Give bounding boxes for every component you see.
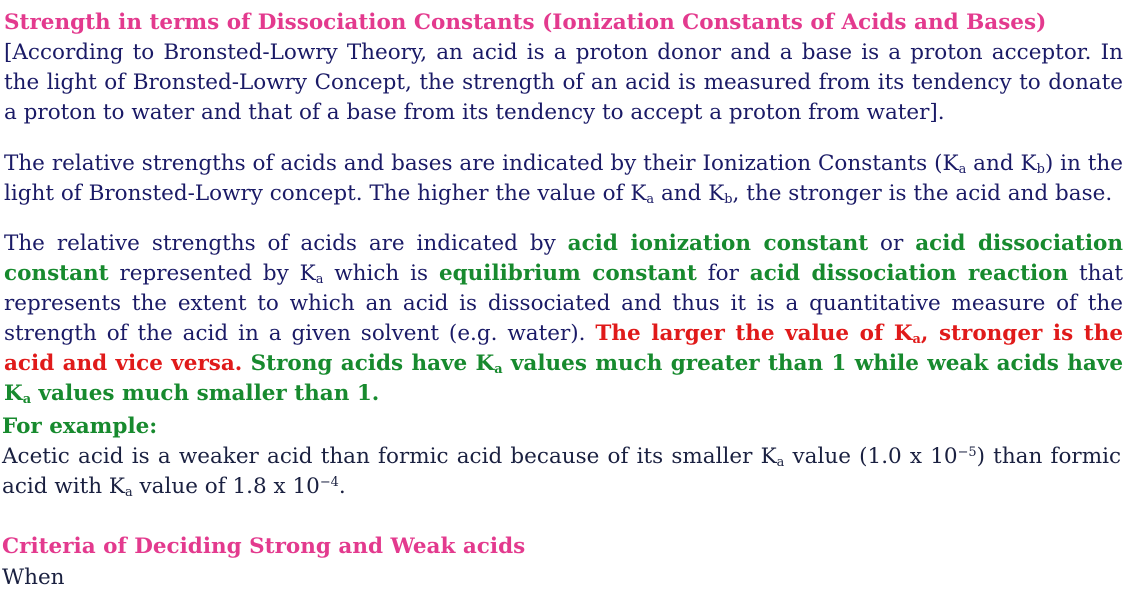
text-span: The relative strengths of acids and bases are indicated by their Ionization Constants (K (4, 151, 959, 176)
subscript: a (776, 455, 785, 471)
text-span: that represents the extent to which an acid is dissociated and thus it is a quantitative measure of the strength of the acid in a given solvent (e.g. water). (4, 261, 1123, 346)
text-span: value of 1.8 x 10 (132, 474, 320, 499)
text-span: value (1.0 x 10 (784, 444, 958, 469)
text-span: or (868, 231, 916, 256)
example-paragraph (2, 442, 1121, 502)
text-span: , the stronger is the acid and base. (732, 181, 1113, 206)
subscript: a (494, 362, 503, 378)
subscript: b (724, 192, 733, 208)
text-span: for (696, 261, 750, 286)
subscript: a (646, 192, 655, 208)
subscript: a (22, 392, 32, 408)
text-span: Acetic acid is a weaker acid than formic acid because of its smaller K (2, 444, 777, 469)
when-text: When (2, 565, 65, 590)
text-span: represented by K (108, 261, 316, 286)
text-span: and K (966, 151, 1037, 176)
acid-strength-paragraph (4, 229, 1123, 409)
text-span: The relative strengths of acids are indicated by (4, 231, 568, 256)
intro-paragraph: [According to Bronsted-Lowry Theory, an acid is a proton donor and a base is a proton acceptor. In the light of Bronsted-Lowry Concept, the strength of an acid is measured from its tendency to donate a proton to water and that of a base from its tendency to accept a proton from water]. (4, 40, 1123, 125)
text-span: Strong acids have K (242, 351, 495, 376)
subscript: a (958, 162, 967, 178)
highlight-term: acid dissociation reaction (749, 261, 1069, 286)
criteria-heading: Criteria of Deciding Strong and Weak acids (2, 534, 526, 559)
text-span: and K (654, 181, 725, 206)
highlight-term: acid ionization constant (567, 231, 869, 256)
text-span: ) than formic acid with K (2, 444, 1122, 499)
example-heading: For example: (2, 414, 158, 439)
superscript: −4 (319, 474, 339, 490)
subscript: a (125, 485, 133, 501)
text-span: values much smaller than 1. (31, 381, 380, 406)
subscript: a (912, 332, 921, 348)
text-span: ) in the light of Bronsted-Lowry concept. The higher the value of K (4, 151, 1123, 206)
superscript: −5 (957, 444, 977, 460)
subscript: b (1036, 162, 1045, 178)
ionization-constants-paragraph (4, 149, 1123, 209)
highlight-term: equilibrium constant (438, 261, 697, 286)
subscript: a (315, 272, 324, 288)
text-span: which is (323, 261, 439, 286)
text-span: , stronger is the acid and vice versa. (4, 321, 1124, 376)
text-span: values much greater than 1 while weak acids have K (4, 351, 1123, 406)
text-span: The larger the value of K (595, 321, 913, 346)
section-title: Strength in terms of Dissociation Constants (Ionization Constants of Acids and Bases) (4, 10, 1047, 35)
text-span: . (338, 474, 346, 499)
highlight-term: acid dissociation constant (4, 231, 1124, 286)
